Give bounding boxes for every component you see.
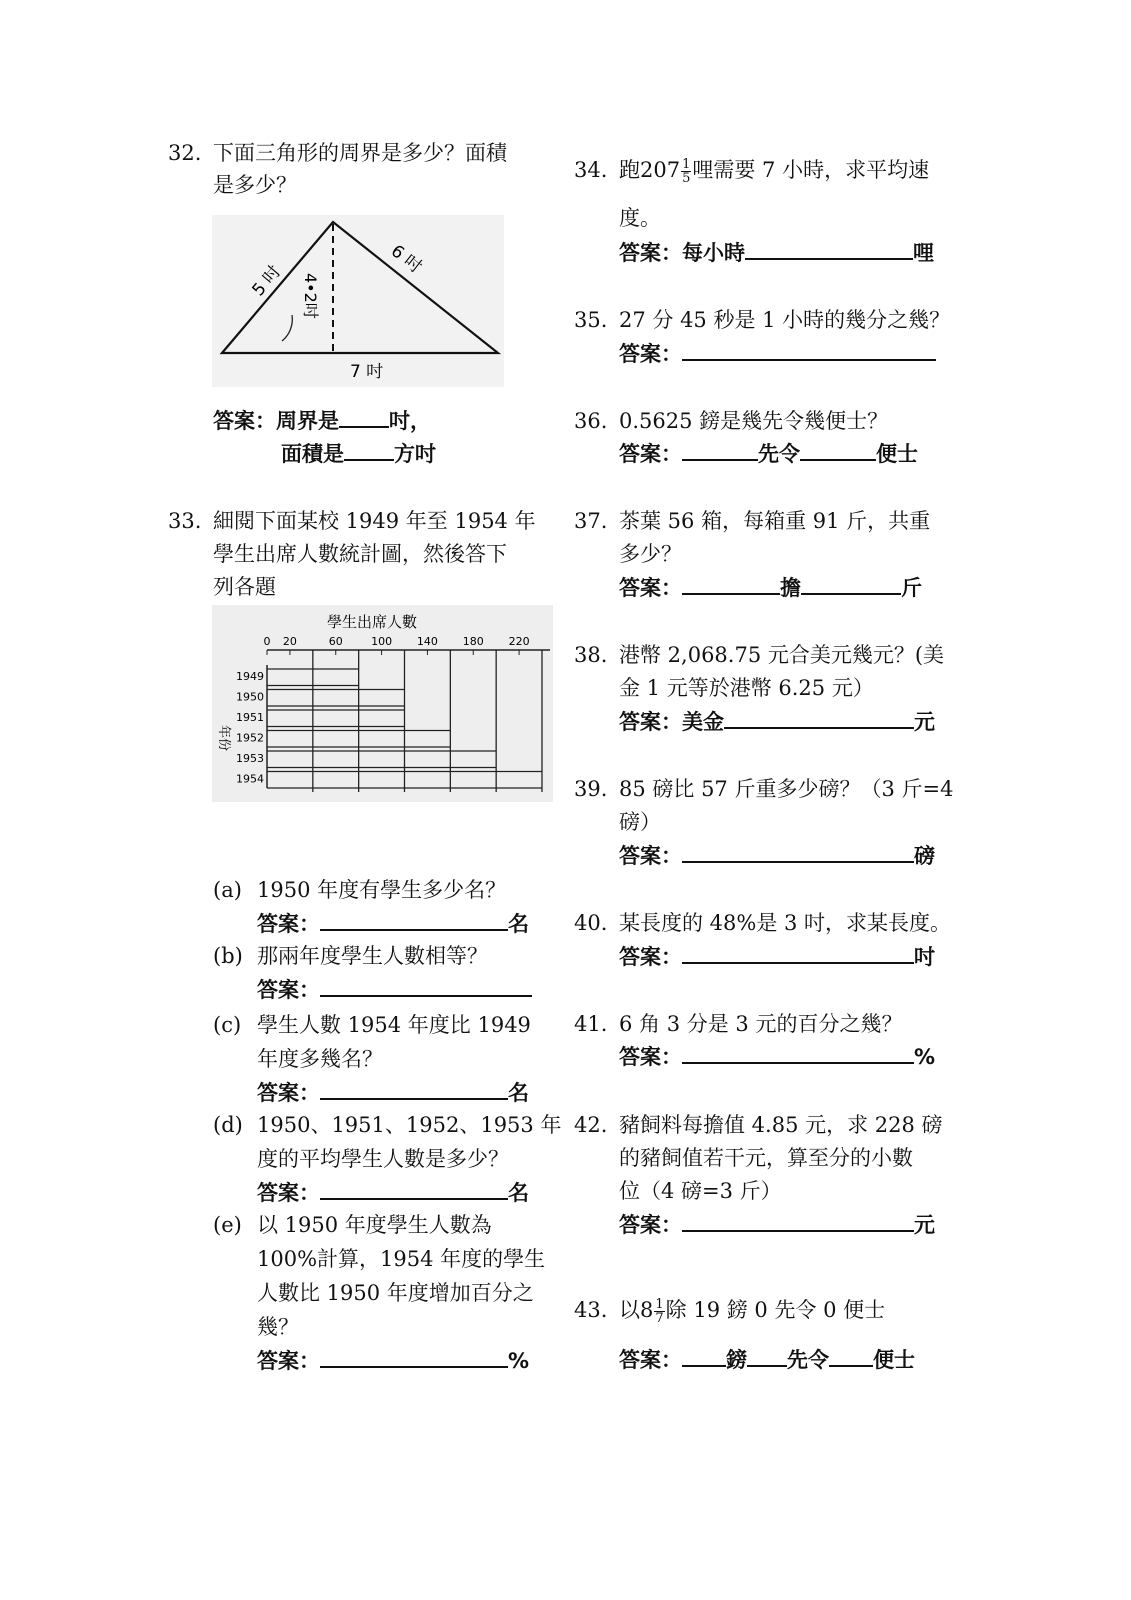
question-42-text-line2: 的豬飼值若干元，算至分的小數 [619,1146,913,1170]
question-38-text-line2: 金 1 元等於港幣 6.25 元） [619,676,874,700]
sub-answer-blank[interactable] [320,975,532,997]
chart-year-label: 1952 [236,731,264,745]
sub-question-text: 那兩年度學生人數相等？ [257,944,488,968]
answer-32-perimeter-label: 答案：周界是 [213,409,339,433]
question-37-number: 37. [574,509,608,533]
sub-answer-label: 答案： [257,1349,320,1373]
sub-question-text: 1950 年度有學生多少名？ [257,878,507,902]
question-34-number: 34. [574,158,608,182]
sub-question-text: 學生人數 1954 年度比 1949 [257,1013,531,1037]
side-right-label: 6 吋 [386,241,426,278]
answer-38 [619,705,935,739]
attendance-chart [212,605,553,802]
question-37-text-line2: 多少？ [619,542,682,566]
chart-ylabel: 年份 [216,725,231,752]
question-32-text-line1: 下面三角形的周界是多少？面積 [213,141,507,165]
answer-43-label: 答案： [619,1348,682,1372]
question-40-text: 某長度的 48%是 3 吋，求某長度。 [619,911,952,935]
sub-answer-blank[interactable] [320,1078,508,1100]
answer-32-perimeter [213,404,431,438]
question-36-number: 36. [574,409,608,433]
sub-question-answer [257,907,529,941]
chart-tick-label: 180 [462,635,484,648]
answer-38-unit: 元 [914,710,935,734]
answer-39-blank[interactable] [682,841,914,863]
chart-tick-label: 220 [508,635,530,648]
question-34-pre: 跑207 [619,158,681,182]
answer-35-blank[interactable] [682,339,936,361]
answer-43-unit2: 先令 [787,1348,829,1372]
answer-39 [619,839,935,873]
answer-42-blank[interactable] [682,1210,914,1232]
sub-question-label: (c) [213,1013,242,1037]
question-41-text: 6 角 3 分是 3 元的百分之幾？ [619,1012,903,1036]
answer-43-blank-pence[interactable] [829,1345,873,1367]
answer-40 [619,940,935,974]
sub-question-label: (a) [213,878,242,902]
question-39-text-line2: 磅） [619,810,661,834]
chart-year-label: 1951 [236,711,264,724]
question-43-frac-numerator: 1 [655,1297,664,1312]
question-34-frac-numerator: 1 [682,157,691,172]
chart-tick-label: 60 [328,635,343,648]
sub-question-text: 年度多幾名？ [257,1047,383,1071]
question-33-text-line1: 細閱下面某校 1949 年至 1954 年 [213,509,536,533]
answer-36-blank-pence[interactable] [800,439,876,461]
answer-34-blank[interactable] [745,238,913,260]
sub-answer-label: 答案： [257,978,320,1002]
answer-36 [619,437,918,471]
answer-34-unit: 哩 [913,241,934,265]
question-42-text-line3: 位（4 磅=3 斤） [619,1179,782,1203]
answer-39-label: 答案： [619,844,682,868]
sub-question-answer [257,1176,529,1210]
question-34-text-line1 [619,153,929,187]
answer-37 [619,571,922,605]
answer-39-unit: 磅 [914,844,935,868]
sub-answer-label: 答案： [257,1081,320,1105]
answer-37-unit2: 斤 [901,576,922,600]
sub-question-label: (e) [213,1213,242,1237]
height-label: 4•2吋 [301,273,320,319]
chart-tick-label: 140 [416,635,438,648]
question-34-post: 哩需要 7 小時，求平均速 [692,158,930,182]
answer-43-blank-shillings[interactable] [747,1345,787,1367]
sub-question-text: 幾？ [257,1315,299,1339]
chart-tick-label: 100 [371,635,393,648]
sub-answer-unit: % [508,1349,530,1373]
question-38-text-line1: 港幣 2,068.75 元合美元幾元？(美 [619,643,945,667]
answer-40-blank[interactable] [682,942,914,964]
answer-42-label: 答案： [619,1213,682,1237]
question-43-text [619,1293,885,1327]
answer-42-unit: 元 [914,1213,935,1237]
sub-question-text: 100%計算，1954 年度的學生 [257,1247,546,1271]
sub-question-answer [257,1344,529,1378]
chart-year-label: 1949 [236,670,264,683]
sub-answer-unit: 名 [508,1081,529,1105]
sub-question-text: 以 1950 年度學生人數為 [257,1213,492,1237]
question-33-text-line2: 學生出席人數統計圖，然後答下 [213,542,507,566]
base-label: 7 吋 [350,362,384,382]
answer-43-unit1: 鎊 [726,1348,747,1372]
answer-36-label: 答案： [619,442,682,466]
answer-43-unit3: 便士 [873,1348,915,1372]
side-left-label: 5 吋 [248,261,286,301]
chart-tick-label: 20 [282,635,297,648]
chart-year-label: 1953 [236,752,264,765]
answer-41-unit: % [914,1045,936,1069]
answer-40-unit: 吋 [914,945,935,969]
sub-answer-label: 答案： [257,912,320,936]
question-43-fraction [654,1298,664,1325]
answer-42 [619,1208,935,1242]
answer-36-unit1: 先令 [758,442,800,466]
question-42-number: 42. [574,1113,608,1137]
sub-answer-blank[interactable] [320,909,508,931]
sub-question-answer [257,973,532,1007]
sub-question-label: (b) [213,944,243,968]
answer-43-blank-pounds[interactable] [682,1345,726,1367]
chart-year-label: 1950 [236,690,264,704]
sub-answer-label: 答案： [257,1181,320,1205]
answer-35-label: 答案： [619,342,682,366]
answer-38-blank[interactable] [724,707,914,729]
sub-answer-blank[interactable] [320,1178,508,1200]
answer-41-blank[interactable] [682,1042,914,1064]
question-34-fraction [681,158,691,185]
triangle-figure [212,215,504,387]
answer-38-label: 答案：美金 [619,710,724,734]
answer-34-label: 答案：每小時 [619,241,745,265]
answer-43 [619,1343,915,1377]
question-32-text-line2: 是多少？ [213,173,297,197]
answer-32-area [281,437,436,471]
answer-41 [619,1040,935,1074]
question-34-text-line2: 度。 [619,206,661,230]
answer-37-blank-catty[interactable] [801,573,901,595]
question-42-text-line1: 豬飼料每擔值 4.85 元，求 228 磅 [619,1113,943,1137]
answer-35 [619,337,936,371]
sub-answer-blank[interactable] [320,1346,508,1368]
answer-37-unit1: 擔 [780,576,801,600]
question-39-number: 39. [574,777,608,801]
answer-32-perimeter-blank[interactable] [339,406,389,428]
question-43-post: 除 19 鎊 0 先令 0 便士 [665,1298,886,1322]
question-38-number: 38. [574,643,608,667]
chart-tick-label: 0 [263,635,271,648]
answer-32-perimeter-unit: 吋， [389,409,431,433]
answer-37-blank-dan[interactable] [682,573,780,595]
question-43-number: 43. [574,1298,608,1322]
question-40-number: 40. [574,911,608,935]
question-36-text: 0.5625 鎊是幾先令幾便士？ [619,409,889,433]
sub-answer-unit: 名 [508,1181,529,1205]
question-35-number: 35. [574,308,608,332]
question-33-number: 33. [168,509,202,533]
question-37-text-line1: 茶葉 56 箱，每箱重 91 斤，共重 [619,509,931,533]
answer-34 [619,236,934,270]
question-32-number: 32. [168,141,202,165]
sub-question-label: (d) [213,1113,243,1137]
answer-32-area-label: 面積是 [281,442,344,466]
answer-37-label: 答案： [619,576,682,600]
question-35-text: 27 分 45 秒是 1 小時的幾分之幾？ [619,308,951,332]
answer-32-area-unit: 方吋 [394,442,436,466]
question-34-frac-denominator: 5 [682,171,691,186]
answer-40-label: 答案： [619,945,682,969]
question-43-pre: 以8 [619,1298,654,1322]
sub-question-text: 1950、1951、1952、1953 年 [257,1113,562,1137]
sub-question-text: 度的平均學生人數是多少？ [257,1147,509,1171]
chart-year-label: 1954 [236,772,264,786]
chart-title: 學生出席人數 [326,613,418,631]
question-43-frac-denominator: 7 [655,1311,664,1326]
sub-question-answer [257,1076,529,1110]
sub-answer-unit: 名 [508,912,529,936]
answer-36-unit2: 便士 [876,442,918,466]
sub-question-text: 人數比 1950 年度增加百分之 [257,1281,534,1305]
answer-36-blank-shillings[interactable] [682,439,758,461]
answer-41-label: 答案： [619,1045,682,1069]
question-39-text-line1: 85 磅比 57 斤重多少磅？（3 斤=4 [619,777,954,801]
question-41-number: 41. [574,1012,608,1036]
question-33-text-line3: 列各題 [213,575,276,599]
answer-32-area-blank[interactable] [344,439,394,461]
